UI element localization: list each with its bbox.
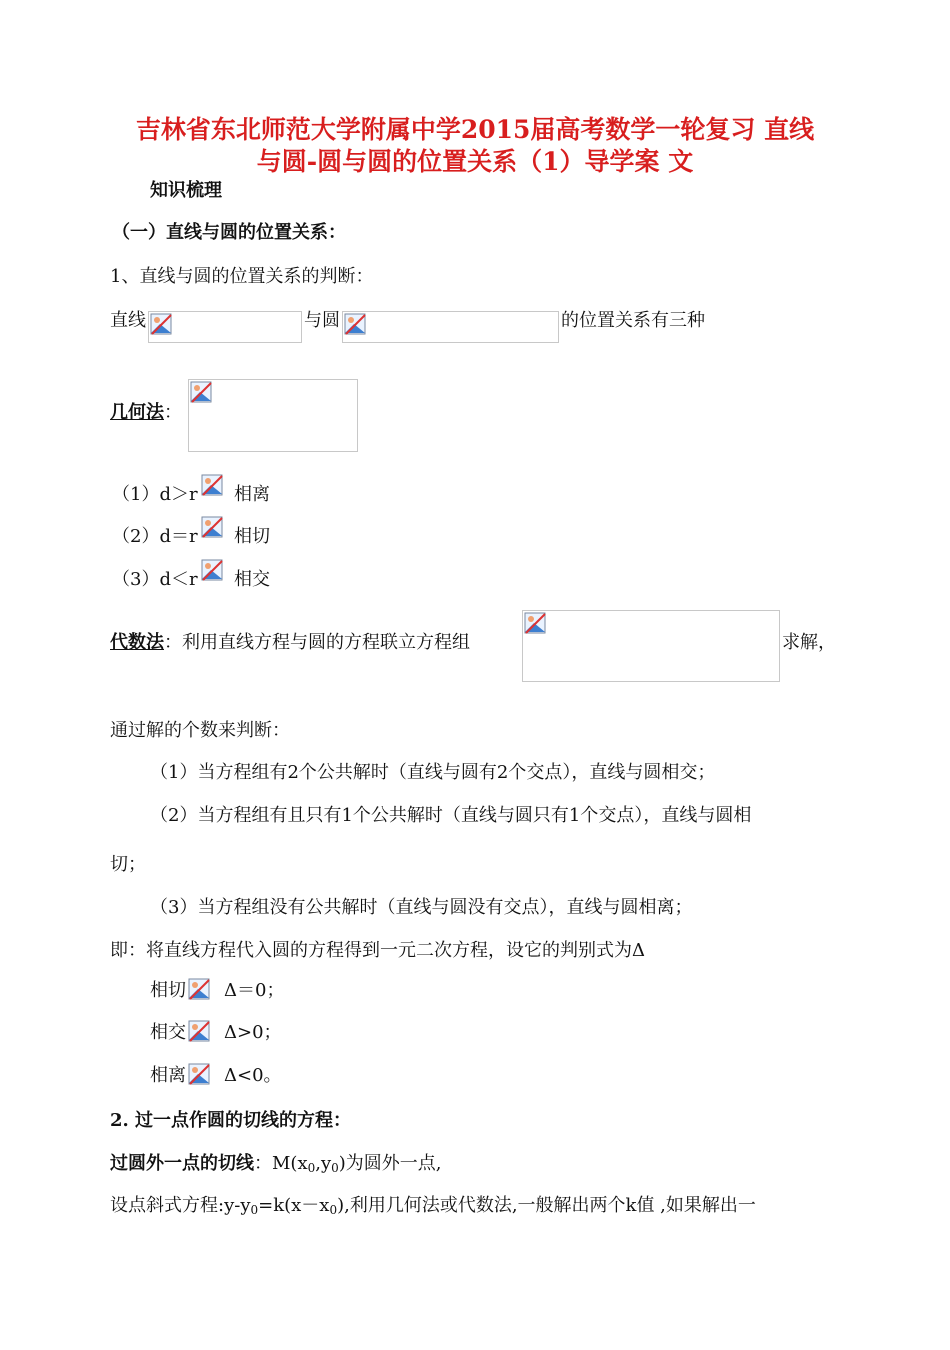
distance-formula-image [188,379,358,452]
broken-image-icon [190,381,212,403]
broken-image-icon [201,516,223,538]
discriminant-case-3-label: 相离 [150,1065,186,1086]
broken-image-icon [201,559,223,581]
line-intro-a: 直线 [110,310,146,331]
case-prefix: （1）d＞r [112,484,198,505]
algebraic-case-1: （1）当方程组有2个公共解时（直线与圆有2个交点），直线与圆相交； [150,762,716,783]
line-intro-b: 与圆 [304,310,340,331]
point-slope-row [110,1191,756,1217]
subscript-0: 0 [307,1161,316,1175]
algebraic-case-2: （2）当方程组有且只有1个公共解时（直线与圆只有1个交点），直线与圆相 [150,805,752,826]
point-slope-b: =k(x－x [258,1195,330,1216]
part1-heading: （一）直线与圆的位置关系： [112,222,346,243]
geometric-case-1-result: 相离 [234,484,270,505]
broken-image-icon [188,978,210,1000]
broken-image-icon [201,474,223,496]
document-title-line2: 与圆-圆与圆的位置关系（1）导学案 文 [256,147,694,176]
subscript-0: 0 [329,1203,338,1217]
point-slope-a: 设点斜式方程:y-y [110,1195,251,1216]
tangent-outside-a: ：M(x [254,1153,308,1174]
algebraic-method-text: ：利用直线方程与圆的方程联立方程组 [164,632,470,653]
broken-image-icon [188,1063,210,1085]
geometric-case-3-result: 相交 [234,569,270,590]
discriminant-case-1-label: 相切 [150,980,186,1001]
iff-icon-image [187,1062,220,1085]
discriminant-intro: 即：将直线方程代入圆的方程得到一元二次方程，设它的判别式为Δ [110,940,645,961]
iff-icon-image [187,1019,220,1042]
geometric-case-3 [112,565,198,591]
circle-equation-image [342,311,559,343]
implies-icon-image [200,558,233,582]
geometric-method-colon: ： [164,402,182,423]
algebraic-case-3: （3）当方程组没有公共解时（直线与圆没有交点），直线与圆相离； [150,897,693,918]
system-of-equations-image [522,610,780,682]
iff-icon-image [187,977,220,1000]
broken-image-icon [150,313,172,335]
section-heading: 知识梳理 [150,180,222,201]
line-equation-image [148,311,302,343]
geometric-case-2 [112,522,198,548]
geometric-case-2-result: 相切 [234,526,270,547]
line-intro-c: 的位置关系有三种 [561,310,705,331]
algebraic-method-after: 求解， [782,632,836,653]
discriminant-case-1-cond: Δ＝0； [224,980,285,1001]
subscript-0: 0 [250,1203,259,1217]
implies-icon-image [200,515,233,539]
broken-image-icon [188,1020,210,1042]
document-title-line1: 吉林省东北师范大学附属中学2015届高考数学一轮复习 直线 [135,115,815,144]
discriminant-case-3-cond: Δ<0。 [224,1065,282,1086]
tangent-outside-row [110,1149,442,1175]
tangent-outside-label: 过圆外一点的切线 [110,1153,254,1174]
case-prefix: （2）d＝r [112,526,198,547]
algebraic-method-label: 代数法 [110,632,164,653]
tangent-outside-c: )为圆外一点, [338,1153,442,1174]
broken-image-icon [524,612,546,634]
algebraic-next-line: 通过解的个数来判断： [110,720,290,741]
algebraic-method-row [110,628,470,654]
subscript-0: 0 [331,1161,339,1175]
item1-text: 1、直线与圆的位置关系的判断： [110,266,374,287]
geometric-method-label-row [110,398,182,424]
item2-heading: 2. 过一点作圆的切线的方程： [110,1110,352,1131]
geometric-method-label: 几何法 [110,402,164,423]
case-prefix: （3）d＜r [112,569,198,590]
implies-icon-image [200,473,233,497]
broken-image-icon [344,313,366,335]
algebraic-case-2-cont: 切； [110,854,146,875]
point-slope-c: ),利用几何法或代数法,一般解出两个k值 ,如果解出一 [337,1195,756,1216]
discriminant-case-2-cond: Δ>0； [224,1022,282,1043]
geometric-case-1 [112,480,198,506]
discriminant-case-2-label: 相交 [150,1022,186,1043]
tangent-outside-b: ,y [315,1153,332,1174]
